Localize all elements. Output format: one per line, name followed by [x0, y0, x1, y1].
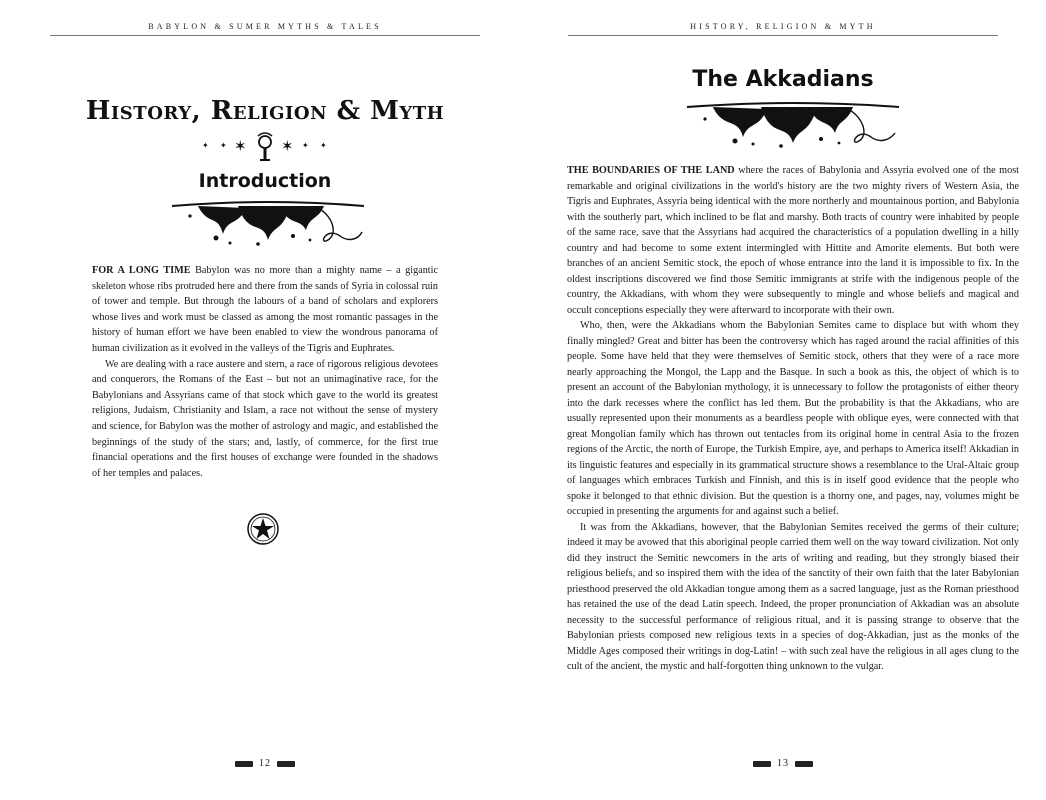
star-ornament-icon [190, 132, 340, 166]
paragraph [567, 163, 1019, 318]
ink-splash-ornament-icon [168, 196, 368, 248]
svg-text:✶: ✶ [281, 137, 294, 155]
paragraph-text: where the races of Babylonia and Assyria evolved one of the most remarkable and original civilizations in the world's history are the two mighty rivers of Western Asia, the Tigris and Euphrates, Assyria being identical with the more northerly and mountainous portion, and Babylonia with the southerly part, which inclined to be flat and marshy. Both tracts of country were inhabited by people of the same race, save that the Assyrians had acquired the characteristics of a population dwelling in a hilly country and had become to some extent intermingled with Hittite and Amorite elements. But both were branches of an ancient Semitic stock, the epoch of whose entrance into the land it is impossible to fix. In the oldest inscriptions discovered we find those Semitic immigrants at strife with the indigenous people of the country, the Akkadians, with whom they were subsequently to mingle and whose beliefs and magical and occult conceptions especially they were afterward to incorporate with their own. [567, 165, 1019, 316]
right-page [523, 0, 1046, 800]
section-title-akkadians: The Akkadians [692, 67, 874, 92]
paragraph-text: We are dealing with a race austere and stern, a race of rigorous religious devotees and conquerors, the Romans of the East – but not an unimaginative race, for the Babylonians and Assyrians came of that stock which gave to the world its greatest religions, Judaism, Christianity and Islam, a race not without the sense of mystery and science, for Babylon was the mother of astrology and magic, and established the beginnings of the study of the stars; and, lastly, of commerce, for the first true financial operations and the first houses of exchange were founded in the shadows of her temples and palaces. [92, 358, 438, 479]
lead-in: THE BOUNDARIES OF THE LAND [567, 165, 735, 176]
paragraph [567, 318, 1019, 520]
header-rule-left [50, 35, 480, 36]
svg-text:✦: ✦ [302, 141, 309, 150]
paragraph [92, 263, 438, 357]
svg-text:✦: ✦ [202, 141, 209, 150]
section-title-introduction: Introduction [198, 170, 332, 192]
page-number-right [568, 758, 998, 769]
folio-ornament-icon [235, 761, 253, 767]
medallion-ornament-icon [246, 512, 280, 546]
paragraph [567, 520, 1019, 675]
ink-splash-ornament-icon [683, 97, 903, 149]
folio-ornament-icon [277, 761, 295, 767]
folio-ornament-icon [795, 761, 813, 767]
lead-in: FOR A LONG TIME [92, 265, 191, 276]
svg-text:✶: ✶ [234, 137, 247, 155]
akkadians-body [567, 163, 1019, 675]
paragraph-text: Babylon was no more than a mighty name – a gigantic skeleton whose ribs protruded here and there from the sands of Syria in colossal ruin of tower and temple. But through the labours of a band of scholars and explorers whose lives and work must be classed as among the most romantic passages in the history of human effort we have been enabled to view the wondrous panorama of human civilization as it evolved in the valleys of the Tigris and Euphrates. [92, 265, 438, 354]
running-head-right: HISTORY, RELIGION & MYTH [690, 22, 876, 31]
chapter-title: History, Religion & Myth [85, 96, 445, 126]
svg-text:✦: ✦ [320, 141, 327, 150]
folio-ornament-icon [753, 761, 771, 767]
svg-text:✦: ✦ [220, 141, 227, 150]
running-head-left: BABYLON & SUMER MYTHS & TALES [148, 22, 382, 31]
folio-number: 12 [259, 758, 271, 769]
introduction-body [92, 263, 438, 481]
paragraph-text: Who, then, were the Akkadians whom the Babylonian Semites came to displace but with whom they finally mingled? Great and bitter has been the controversy which has raged around the racial affinities of this people. Some have held that they were themselves of Semitic stock, others that they were of a race more nearly approaching the Mongol, the Lapp and the Basque. In such a book as this, the object of which is to present an account of the Babylonian mythology, it is unnecessary to follow the protagonists of either theory into the dark recesses where the conflict has led them. But the probability is that the Akkadians, who are usually represented upon their monuments as a beardless people with oblique eyes, were connected with that great Mongolian family which has thrown out tentacles from its original home in central Asia to the frozen regions of the Arctic, the north of Europe, the Turkish Empire, aye, and perhaps to America itself! Akkadian in its linguistic features and especially in its grammatical structure shows a resemblance to the Ural-Altaic group of languages which embraces Turkish and Finnish, and this is in itself good evidence that the people who spoke it belonged to that ethnic division. But the question is a thorny one, and pages, nay, volumes might be occupied in presenting the arguments for and against such a belief. [567, 320, 1019, 517]
paragraph [92, 357, 438, 482]
header-rule-right [568, 35, 998, 36]
folio-number: 13 [777, 758, 789, 769]
paragraph-text: It was from the Akkadians, however, that the Babylonian Semites received the germs of their culture; indeed it may be avowed that this aboriginal people carried them well on the way toward civilization. Not only did they instruct the Semitic newcomers in the arts of writing and reading, but they strongly biased their religious beliefs, and so inspired them with the idea of the sanctity of their own faith that the later Babylonian priesthood preserved the old Akkadian tongue among them as a sacred language, just as the Roman priesthood has retained the use of the dead Latin speech. Indeed, the proper pronunciation of Akkadian was an absolute necessity to the successful performance of religious ritual, and it is passing strange to observe that the Babylonian priests composed new religious texts in a species of dog-Akkadian, just as the monks of the Middle Ages composed their writings in dog-Latin! – with such zeal have the religious in all ages clung to the cult of the ancient, the mystic and half-forgotten thing unknown to the vulgar. [567, 521, 1019, 672]
page-number-left [50, 758, 480, 769]
